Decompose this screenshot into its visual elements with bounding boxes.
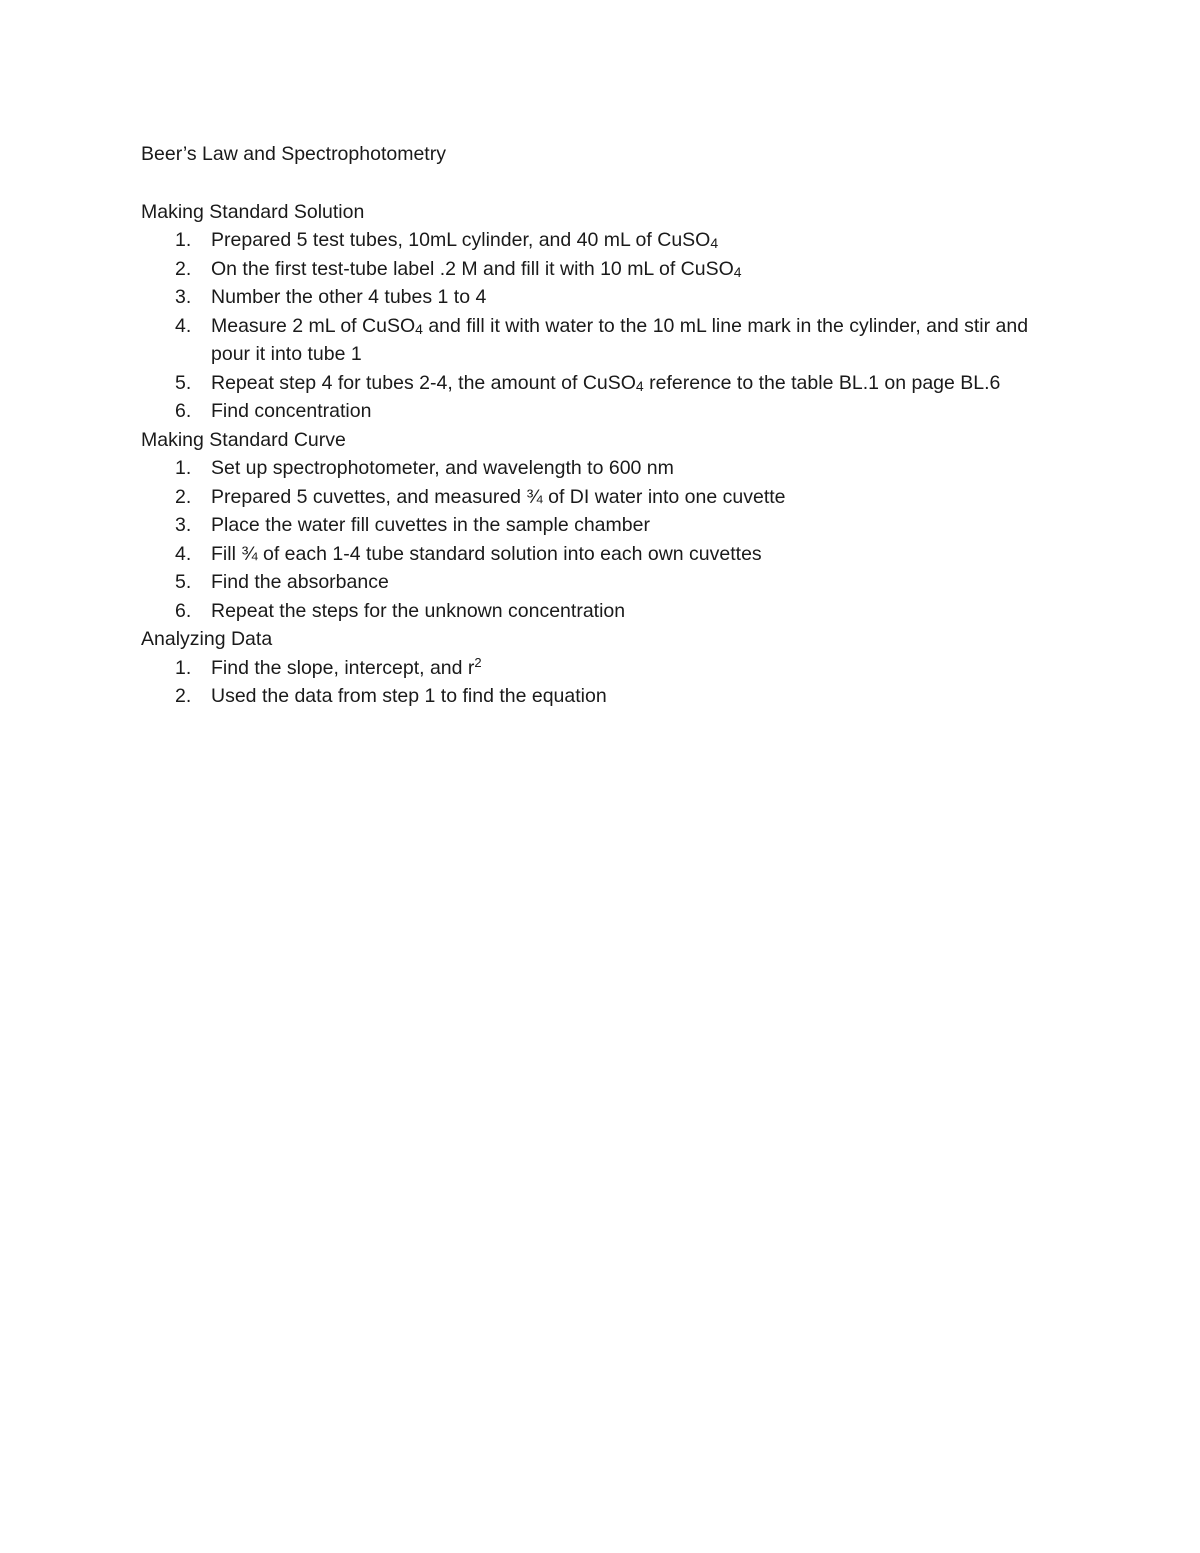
text-run: Find the slope, intercept, and r <box>211 656 475 679</box>
section-heading: Analyzing Data <box>141 628 273 650</box>
step-text <box>211 400 371 422</box>
list-item <box>141 226 1061 255</box>
step-list <box>141 226 1061 426</box>
step-text <box>211 571 389 593</box>
step-text <box>211 258 742 280</box>
text-run: Set up spectrophotometer, and wavelength to 600 nm <box>211 457 674 479</box>
step-text <box>211 372 1000 394</box>
section-making-standard-solution <box>141 198 1061 426</box>
step-number: 2. <box>175 485 192 508</box>
step-text <box>211 286 486 308</box>
step-number: 1. <box>175 656 192 679</box>
section-heading: Making Standard Solution <box>141 200 365 223</box>
list-item <box>141 312 1061 369</box>
text-run: Prepared 5 cuvettes, and measured ¾ of DI water into one cuvette <box>211 485 786 508</box>
list-item <box>141 511 1061 540</box>
list-item <box>141 568 1061 597</box>
step-list <box>141 654 1061 711</box>
step-number: 3. <box>175 286 192 308</box>
list-item <box>141 369 1061 398</box>
step-number: 1. <box>175 457 192 479</box>
step-number: 6. <box>175 599 192 622</box>
superscript: 2 <box>474 654 482 670</box>
list-item <box>141 283 1061 312</box>
step-number: 2. <box>175 257 192 280</box>
text-run: and fill it with water to the 10 mL line mark in the cylinder, and stir and pour it into tube 1 <box>211 314 1029 365</box>
step-text <box>211 685 607 707</box>
step-number: 3. <box>175 514 192 536</box>
text-run: Find the absorbance <box>211 571 389 593</box>
list-item <box>141 255 1061 284</box>
text-run: Used the data from step 1 to find the equation <box>211 685 607 707</box>
step-text <box>211 457 674 479</box>
step-list <box>141 454 1061 625</box>
section-heading: Making Standard Curve <box>141 428 346 451</box>
document-title: Beer’s Law and Spectrophotometry <box>141 143 446 165</box>
step-text <box>211 315 1028 366</box>
list-item <box>141 397 1061 426</box>
document-body <box>141 140 1061 711</box>
text-run: On the first test-tube label .2 M and fill it with 10 mL of CuSO <box>211 257 734 280</box>
text-run: Fill ¾ of each 1-4 tube standard solution into each own cuvettes <box>211 542 762 565</box>
list-item <box>141 454 1061 483</box>
step-text <box>211 229 718 251</box>
section-making-standard-curve <box>141 426 1061 626</box>
list-item <box>141 654 1061 683</box>
step-number: 2. <box>175 685 192 707</box>
step-number: 1. <box>175 229 192 251</box>
list-item <box>141 540 1061 569</box>
step-text <box>211 654 482 679</box>
step-text <box>211 486 786 508</box>
step-text <box>211 514 650 536</box>
text-run: Number the other 4 tubes 1 to 4 <box>211 286 487 308</box>
subscript: 4 <box>415 320 423 337</box>
text-run: reference to the table BL.1 on page BL.6 <box>643 371 1001 394</box>
text-run: Place the water fill cuvettes in the sample chamber <box>211 514 650 536</box>
list-item <box>141 483 1061 512</box>
subscript: 4 <box>635 377 644 394</box>
step-text <box>211 600 625 622</box>
step-number: 5. <box>175 371 192 394</box>
step-text <box>211 543 762 565</box>
subscript: 4 <box>710 235 719 251</box>
step-number: 4. <box>175 314 192 337</box>
list-item <box>141 682 1061 711</box>
step-number: 5. <box>175 571 192 593</box>
list-item <box>141 597 1061 626</box>
section-analyzing-data <box>141 625 1061 711</box>
text-run: Prepared 5 test tubes, 10mL cylinder, and 40 mL of CuSO <box>211 229 711 251</box>
text-run: Repeat the steps for the unknown concentration <box>211 599 626 622</box>
text-run: Find concentration <box>211 400 372 422</box>
text-run: Measure 2 mL of CuSO <box>211 314 416 337</box>
step-number: 6. <box>175 400 192 422</box>
subscript: 4 <box>733 263 742 280</box>
text-run: Repeat step 4 for tubes 2-4, the amount of CuSO <box>211 371 636 394</box>
step-number: 4. <box>175 542 192 565</box>
